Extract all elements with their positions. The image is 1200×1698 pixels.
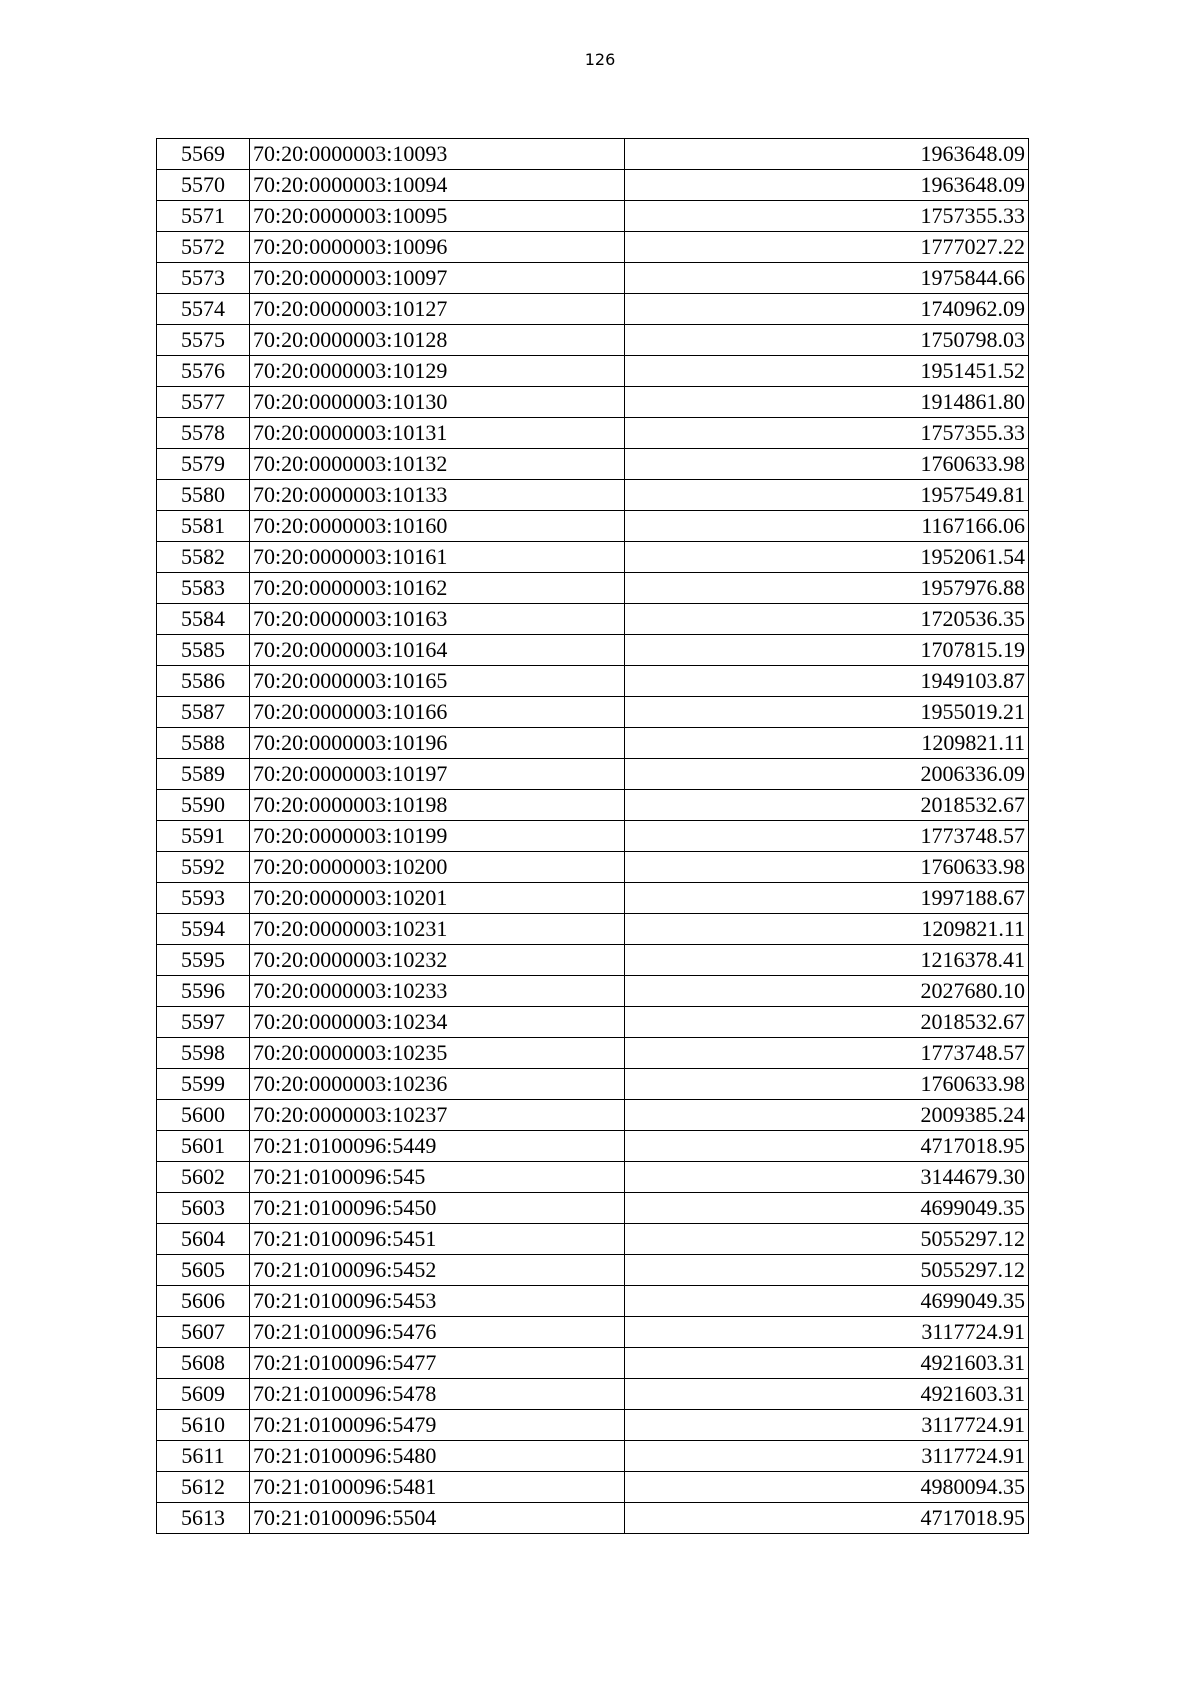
- table-row: [157, 170, 1029, 201]
- row-number-cell: 5573: [157, 263, 250, 294]
- table-row: [157, 1317, 1029, 1348]
- cadastral-number-cell: 70:20:0000003:10132: [250, 449, 625, 480]
- cadastral-value-cell: 1963648.09: [625, 139, 1029, 170]
- row-number-cell: 5571: [157, 201, 250, 232]
- cadastral-number-cell: 70:20:0000003:10131: [250, 418, 625, 449]
- table-row: [157, 1131, 1029, 1162]
- cadastral-value-cell: 4921603.31: [625, 1348, 1029, 1379]
- table-row: [157, 1410, 1029, 1441]
- cadastral-value-cell: 5055297.12: [625, 1224, 1029, 1255]
- row-number-cell: 5602: [157, 1162, 250, 1193]
- cadastral-number-cell: 70:20:0000003:10095: [250, 201, 625, 232]
- table-row: [157, 883, 1029, 914]
- table-row: [157, 1007, 1029, 1038]
- cadastral-value-cell: 1955019.21: [625, 697, 1029, 728]
- cadastral-number-cell: 70:20:0000003:10127: [250, 294, 625, 325]
- row-number-cell: 5598: [157, 1038, 250, 1069]
- table-body: [157, 139, 1029, 1534]
- cadastral-number-cell: 70:20:0000003:10199: [250, 821, 625, 852]
- cadastral-number-cell: 70:20:0000003:10237: [250, 1100, 625, 1131]
- row-number-cell: 5594: [157, 914, 250, 945]
- cadastral-number-cell: 70:20:0000003:10201: [250, 883, 625, 914]
- cadastral-value-cell: 1757355.33: [625, 418, 1029, 449]
- row-number-cell: 5577: [157, 387, 250, 418]
- table-row: [157, 1038, 1029, 1069]
- cadastral-value-cell: 3144679.30: [625, 1162, 1029, 1193]
- cadastral-value-cell: 1760633.98: [625, 449, 1029, 480]
- row-number-cell: 5609: [157, 1379, 250, 1410]
- row-number-cell: 5601: [157, 1131, 250, 1162]
- cadastral-value-cell: 1914861.80: [625, 387, 1029, 418]
- table-row: [157, 418, 1029, 449]
- cadastral-value-cell: 1963648.09: [625, 170, 1029, 201]
- cadastral-number-cell: 70:21:0100096:5504: [250, 1503, 625, 1534]
- table-row: [157, 1255, 1029, 1286]
- row-number-cell: 5586: [157, 666, 250, 697]
- row-number-cell: 5612: [157, 1472, 250, 1503]
- cadastral-number-cell: 70:20:0000003:10165: [250, 666, 625, 697]
- table-row: [157, 1348, 1029, 1379]
- table-row: [157, 542, 1029, 573]
- table-row: [157, 976, 1029, 1007]
- cadastral-number-cell: 70:20:0000003:10160: [250, 511, 625, 542]
- row-number-cell: 5606: [157, 1286, 250, 1317]
- cadastral-value-cell: 1209821.11: [625, 914, 1029, 945]
- row-number-cell: 5611: [157, 1441, 250, 1472]
- table-row: [157, 759, 1029, 790]
- cadastral-number-cell: 70:20:0000003:10129: [250, 356, 625, 387]
- table-row: [157, 1379, 1029, 1410]
- row-number-cell: 5579: [157, 449, 250, 480]
- cadastral-number-cell: 70:20:0000003:10236: [250, 1069, 625, 1100]
- cadastral-number-cell: 70:21:0100096:5451: [250, 1224, 625, 1255]
- cadastral-number-cell: 70:21:0100096:5453: [250, 1286, 625, 1317]
- cadastral-value-cell: 1707815.19: [625, 635, 1029, 666]
- row-number-cell: 5597: [157, 1007, 250, 1038]
- cadastral-value-cell: 1760633.98: [625, 852, 1029, 883]
- cadastral-number-cell: 70:20:0000003:10093: [250, 139, 625, 170]
- cadastral-value-cell: 1957976.88: [625, 573, 1029, 604]
- row-number-cell: 5588: [157, 728, 250, 759]
- cadastral-value-cell: 1216378.41: [625, 945, 1029, 976]
- cadastral-value-cell: 4980094.35: [625, 1472, 1029, 1503]
- cadastral-number-cell: 70:20:0000003:10094: [250, 170, 625, 201]
- table-row: [157, 1503, 1029, 1534]
- cadastral-number-cell: 70:20:0000003:10163: [250, 604, 625, 635]
- row-number-cell: 5569: [157, 139, 250, 170]
- cadastral-value-cell: 1777027.22: [625, 232, 1029, 263]
- row-number-cell: 5589: [157, 759, 250, 790]
- table-row: [157, 1441, 1029, 1472]
- table-row: [157, 356, 1029, 387]
- row-number-cell: 5580: [157, 480, 250, 511]
- cadastral-number-cell: 70:20:0000003:10133: [250, 480, 625, 511]
- cadastral-value-cell: 1740962.09: [625, 294, 1029, 325]
- row-number-cell: 5593: [157, 883, 250, 914]
- cadastral-value-cell: 1167166.06: [625, 511, 1029, 542]
- cadastral-number-cell: 70:20:0000003:10128: [250, 325, 625, 356]
- cadastral-value-cell: 2027680.10: [625, 976, 1029, 1007]
- row-number-cell: 5595: [157, 945, 250, 976]
- row-number-cell: 5608: [157, 1348, 250, 1379]
- table-row: [157, 914, 1029, 945]
- table-row: [157, 1162, 1029, 1193]
- row-number-cell: 5576: [157, 356, 250, 387]
- cadastral-number-cell: 70:21:0100096:5481: [250, 1472, 625, 1503]
- table-row: [157, 728, 1029, 759]
- cadastral-value-cell: 4699049.35: [625, 1286, 1029, 1317]
- cadastral-value-cell: 5055297.12: [625, 1255, 1029, 1286]
- cadastral-value-table: [156, 138, 1029, 1534]
- table-row: [157, 480, 1029, 511]
- row-number-cell: 5591: [157, 821, 250, 852]
- row-number-cell: 5603: [157, 1193, 250, 1224]
- row-number-cell: 5590: [157, 790, 250, 821]
- cadastral-value-cell: 1949103.87: [625, 666, 1029, 697]
- page-number: 126: [584, 50, 616, 69]
- cadastral-number-cell: 70:20:0000003:10096: [250, 232, 625, 263]
- table-row: [157, 1100, 1029, 1131]
- cadastral-value-cell: 3117724.91: [625, 1410, 1029, 1441]
- cadastral-value-cell: 1760633.98: [625, 1069, 1029, 1100]
- cadastral-number-cell: 70:20:0000003:10198: [250, 790, 625, 821]
- row-number-cell: 5596: [157, 976, 250, 1007]
- row-number-cell: 5574: [157, 294, 250, 325]
- cadastral-value-cell: 4921603.31: [625, 1379, 1029, 1410]
- row-number-cell: 5587: [157, 697, 250, 728]
- cadastral-number-cell: 70:21:0100096:5476: [250, 1317, 625, 1348]
- cadastral-number-cell: 70:21:0100096:5450: [250, 1193, 625, 1224]
- cadastral-number-cell: 70:20:0000003:10196: [250, 728, 625, 759]
- row-number-cell: 5570: [157, 170, 250, 201]
- row-number-cell: 5610: [157, 1410, 250, 1441]
- cadastral-value-cell: 2018532.67: [625, 790, 1029, 821]
- cadastral-value-cell: 1757355.33: [625, 201, 1029, 232]
- cadastral-value-cell: 1997188.67: [625, 883, 1029, 914]
- row-number-cell: 5572: [157, 232, 250, 263]
- cadastral-value-cell: 2009385.24: [625, 1100, 1029, 1131]
- row-number-cell: 5578: [157, 418, 250, 449]
- row-number-cell: 5592: [157, 852, 250, 883]
- cadastral-number-cell: 70:20:0000003:10197: [250, 759, 625, 790]
- row-number-cell: 5575: [157, 325, 250, 356]
- row-number-cell: 5605: [157, 1255, 250, 1286]
- table-row: [157, 449, 1029, 480]
- table-row: [157, 232, 1029, 263]
- table-row: [157, 635, 1029, 666]
- cadastral-value-cell: 1952061.54: [625, 542, 1029, 573]
- cadastral-value-cell: 2018532.67: [625, 1007, 1029, 1038]
- table-row: [157, 511, 1029, 542]
- cadastral-value-cell: 4699049.35: [625, 1193, 1029, 1224]
- cadastral-value-cell: 1209821.11: [625, 728, 1029, 759]
- table-row: [157, 387, 1029, 418]
- cadastral-number-cell: 70:21:0100096:5452: [250, 1255, 625, 1286]
- row-number-cell: 5582: [157, 542, 250, 573]
- cadastral-number-cell: 70:21:0100096:5479: [250, 1410, 625, 1441]
- table-row: [157, 697, 1029, 728]
- cadastral-value-cell: 3117724.91: [625, 1317, 1029, 1348]
- table-row: [157, 945, 1029, 976]
- row-number-cell: 5599: [157, 1069, 250, 1100]
- table-row: [157, 573, 1029, 604]
- cadastral-number-cell: 70:20:0000003:10235: [250, 1038, 625, 1069]
- cadastral-number-cell: 70:21:0100096:5480: [250, 1441, 625, 1472]
- table-row: [157, 1224, 1029, 1255]
- table-row: [157, 852, 1029, 883]
- cadastral-number-cell: 70:20:0000003:10164: [250, 635, 625, 666]
- table-row: [157, 294, 1029, 325]
- cadastral-number-cell: 70:20:0000003:10234: [250, 1007, 625, 1038]
- cadastral-number-cell: 70:21:0100096:5477: [250, 1348, 625, 1379]
- cadastral-number-cell: 70:20:0000003:10231: [250, 914, 625, 945]
- cadastral-value-cell: 1750798.03: [625, 325, 1029, 356]
- row-number-cell: 5613: [157, 1503, 250, 1534]
- cadastral-number-cell: 70:20:0000003:10097: [250, 263, 625, 294]
- cadastral-number-cell: 70:21:0100096:5478: [250, 1379, 625, 1410]
- cadastral-number-cell: 70:20:0000003:10130: [250, 387, 625, 418]
- cadastral-value-cell: 3117724.91: [625, 1441, 1029, 1472]
- row-number-cell: 5581: [157, 511, 250, 542]
- cadastral-number-cell: 70:20:0000003:10232: [250, 945, 625, 976]
- cadastral-value-cell: 1957549.81: [625, 480, 1029, 511]
- table-row: [157, 1286, 1029, 1317]
- cadastral-value-cell: 1773748.57: [625, 1038, 1029, 1069]
- table-row: [157, 821, 1029, 852]
- row-number-cell: 5607: [157, 1317, 250, 1348]
- cadastral-value-cell: 1951451.52: [625, 356, 1029, 387]
- row-number-cell: 5583: [157, 573, 250, 604]
- row-number-cell: 5585: [157, 635, 250, 666]
- table-row: [157, 666, 1029, 697]
- cadastral-value-cell: 4717018.95: [625, 1503, 1029, 1534]
- table-row: [157, 1472, 1029, 1503]
- row-number-cell: 5584: [157, 604, 250, 635]
- cadastral-value-cell: 1720536.35: [625, 604, 1029, 635]
- row-number-cell: 5604: [157, 1224, 250, 1255]
- table-row: [157, 604, 1029, 635]
- cadastral-number-cell: 70:20:0000003:10233: [250, 976, 625, 1007]
- cadastral-value-cell: 1975844.66: [625, 263, 1029, 294]
- table-row: [157, 263, 1029, 294]
- cadastral-number-cell: 70:20:0000003:10162: [250, 573, 625, 604]
- cadastral-value-cell: 2006336.09: [625, 759, 1029, 790]
- cadastral-number-cell: 70:20:0000003:10161: [250, 542, 625, 573]
- table-row: [157, 325, 1029, 356]
- cadastral-number-cell: 70:21:0100096:5449: [250, 1131, 625, 1162]
- cadastral-number-cell: 70:20:0000003:10200: [250, 852, 625, 883]
- table-row: [157, 201, 1029, 232]
- table-row: [157, 1069, 1029, 1100]
- cadastral-number-cell: 70:21:0100096:545: [250, 1162, 625, 1193]
- cadastral-value-cell: 1773748.57: [625, 821, 1029, 852]
- table-row: [157, 139, 1029, 170]
- table-row: [157, 790, 1029, 821]
- table-row: [157, 1193, 1029, 1224]
- cadastral-number-cell: 70:20:0000003:10166: [250, 697, 625, 728]
- row-number-cell: 5600: [157, 1100, 250, 1131]
- cadastral-value-cell: 4717018.95: [625, 1131, 1029, 1162]
